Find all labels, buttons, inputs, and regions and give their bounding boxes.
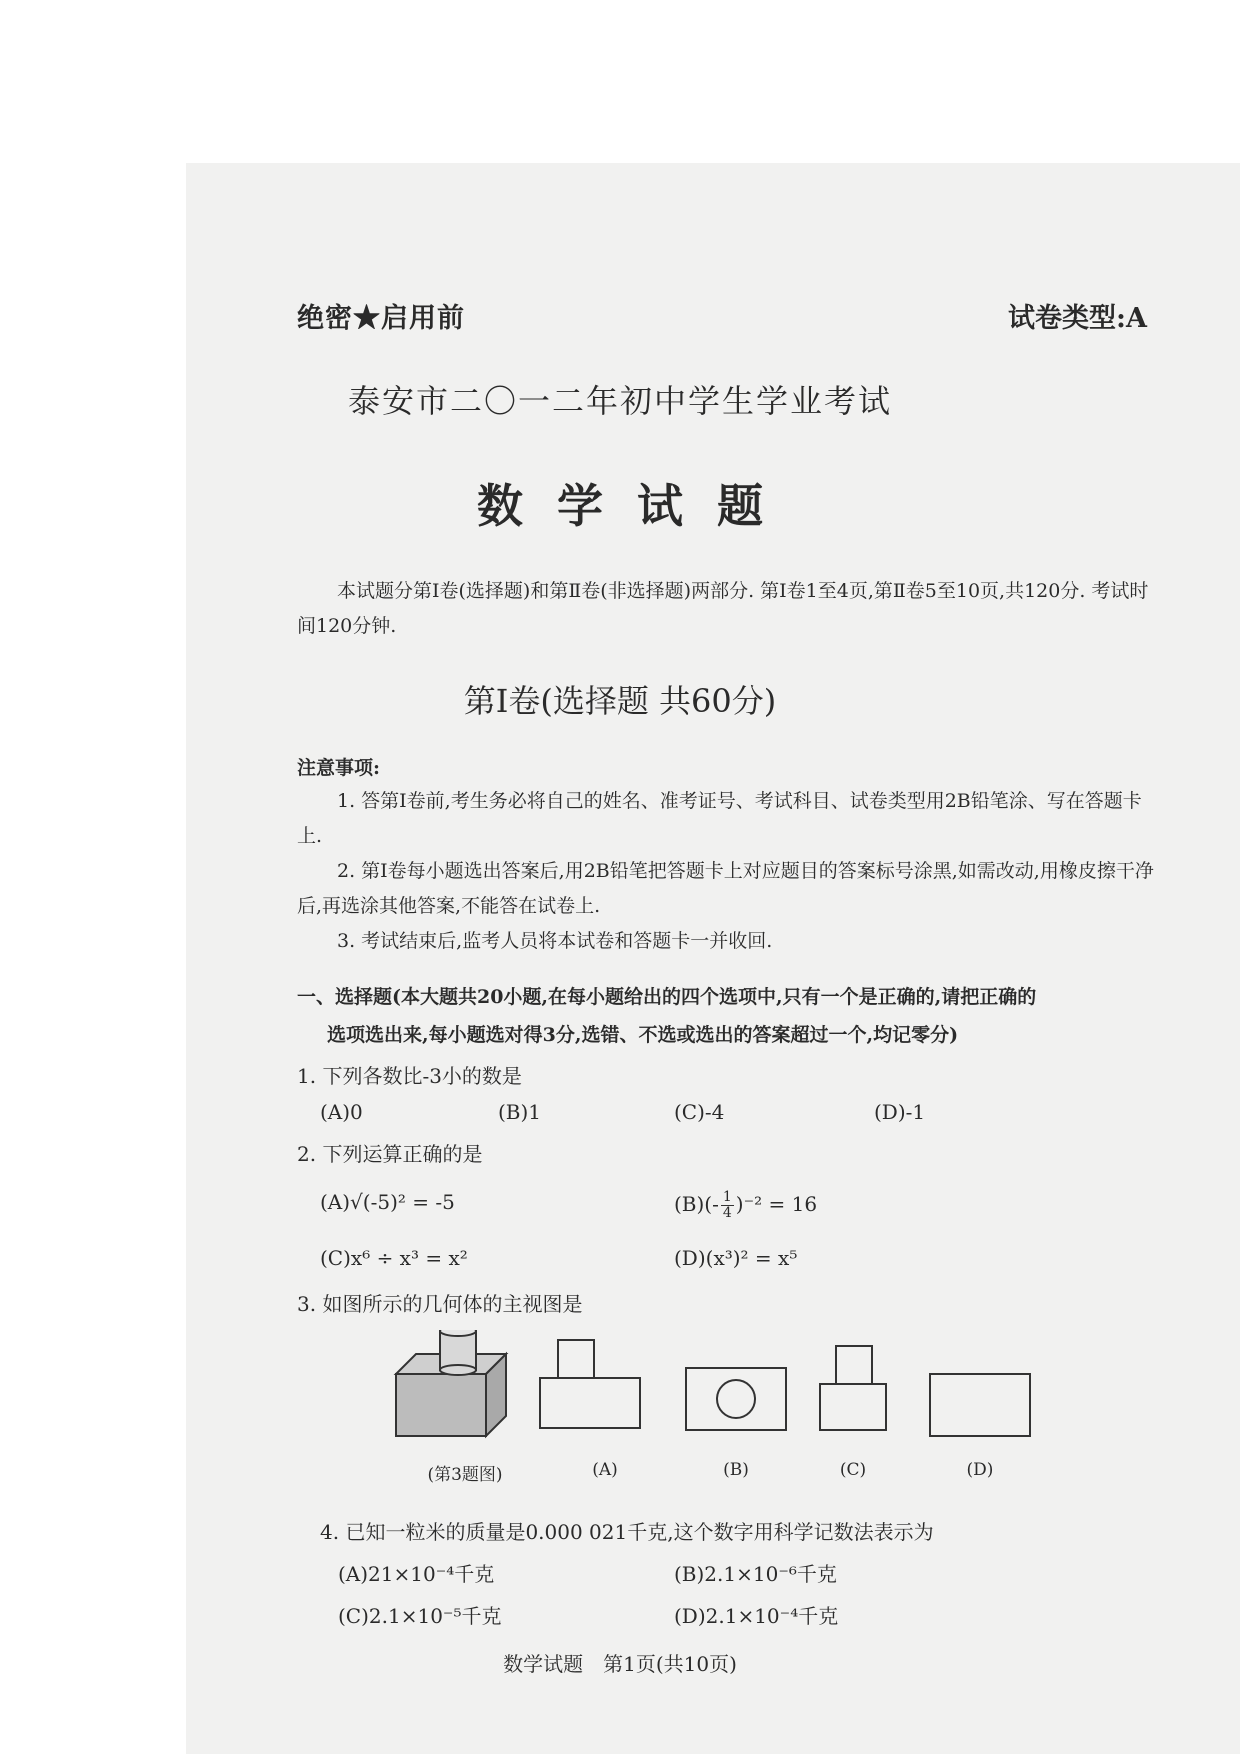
paper-type-label: 试卷类型:A	[1008, 303, 1147, 334]
section-line-2: 选项选出来,每小题选对得3分,选错、不选或选出的答案超过一个,均记零分)	[327, 1024, 959, 1046]
fraction	[721, 1190, 734, 1221]
section-line-1: 一、选择题(本大题共20小题,在每小题给出的四个选项中,只有一个是正确的,请把正确的	[297, 986, 1037, 1008]
notes-heading: 注意事项:	[297, 757, 381, 779]
question-1-option-d: (D)-1	[874, 1100, 926, 1124]
option-d-caption: (D)	[966, 1460, 994, 1480]
question-2-option-b	[674, 1190, 817, 1221]
fraction-denominator: 4	[722, 1205, 732, 1221]
option-b-suffix: )⁻² = 16	[735, 1192, 818, 1216]
option-b-caption: (B)	[723, 1460, 749, 1480]
option-b-figure	[686, 1368, 786, 1430]
part-one-title: 第Ⅰ卷(选择题 共60分)	[463, 682, 777, 720]
question-3-figures	[380, 1330, 1040, 1460]
question-4-option-d: (D)2.1×10⁻⁴千克	[674, 1604, 839, 1628]
section-instructions	[297, 978, 1157, 1054]
exam-title: 数学试题	[477, 479, 797, 533]
note-item: 1. 答第Ⅰ卷前,考生务必将自己的姓名、准考证号、考试科目、试卷类型用2B铅笔涂、写在答题卡上.	[297, 790, 1142, 847]
question-1-option-c: (C)-4	[674, 1100, 725, 1124]
confidential-label: 绝密★启用前	[297, 303, 465, 334]
option-a-figure	[540, 1340, 640, 1428]
option-b-prefix: (B)(-	[674, 1192, 719, 1216]
exam-intro: 本试题分第Ⅰ卷(选择题)和第Ⅱ卷(非选择题)两部分. 第Ⅰ卷1至4页,第Ⅱ卷5至10页,共120分. 考试时间120分钟.	[297, 580, 1149, 637]
fraction-numerator: 1	[722, 1189, 732, 1205]
page-footer: 数学试题 第1页(共10页)	[503, 1652, 737, 1676]
option-d-figure	[930, 1374, 1030, 1436]
question-2-stem: 2. 下列运算正确的是	[297, 1142, 483, 1166]
question-3-stem: 3. 如图所示的几何体的主视图是	[297, 1292, 583, 1316]
exam-subtitle: 泰安市二〇一二年初中学生学业考试	[347, 382, 892, 420]
question-4-stem: 4. 已知一粒米的质量是0.000 021千克,这个数字用科学记数法表示为	[320, 1520, 934, 1544]
question-1-option-a: (A)0	[320, 1100, 363, 1124]
question-4-option-c: (C)2.1×10⁻⁵千克	[338, 1604, 502, 1628]
option-c-figure	[820, 1346, 886, 1430]
note-item: 3. 考试结束后,监考人员将本试卷和答题卡一并收回.	[337, 930, 773, 952]
question-4-option-b: (B)2.1×10⁻⁶千克	[674, 1562, 837, 1586]
question-4-option-a: (A)21×10⁻⁴千克	[338, 1562, 495, 1586]
question-2-option-a: (A)√(-5)² = -5	[320, 1190, 455, 1214]
question-2-option-c: (C)x⁶ ÷ x³ = x²	[320, 1246, 468, 1270]
option-a-caption: (A)	[592, 1460, 618, 1480]
question-2-option-d: (D)(x³)² = x⁵	[674, 1246, 798, 1270]
figure-caption: (第3题图)	[427, 1465, 503, 1485]
note-item: 2. 第Ⅰ卷每小题选出答案后,用2B铅笔把答题卡上对应题目的答案标号涂黑,如需改动,用橡皮擦干净后,再选涂其他答案,不能答在试卷上.	[297, 860, 1154, 917]
question-1-option-b: (B)1	[498, 1100, 542, 1124]
option-c-caption: (C)	[839, 1460, 867, 1480]
solid-figure	[396, 1330, 506, 1436]
question-1-stem: 1. 下列各数比-3小的数是	[297, 1064, 522, 1088]
